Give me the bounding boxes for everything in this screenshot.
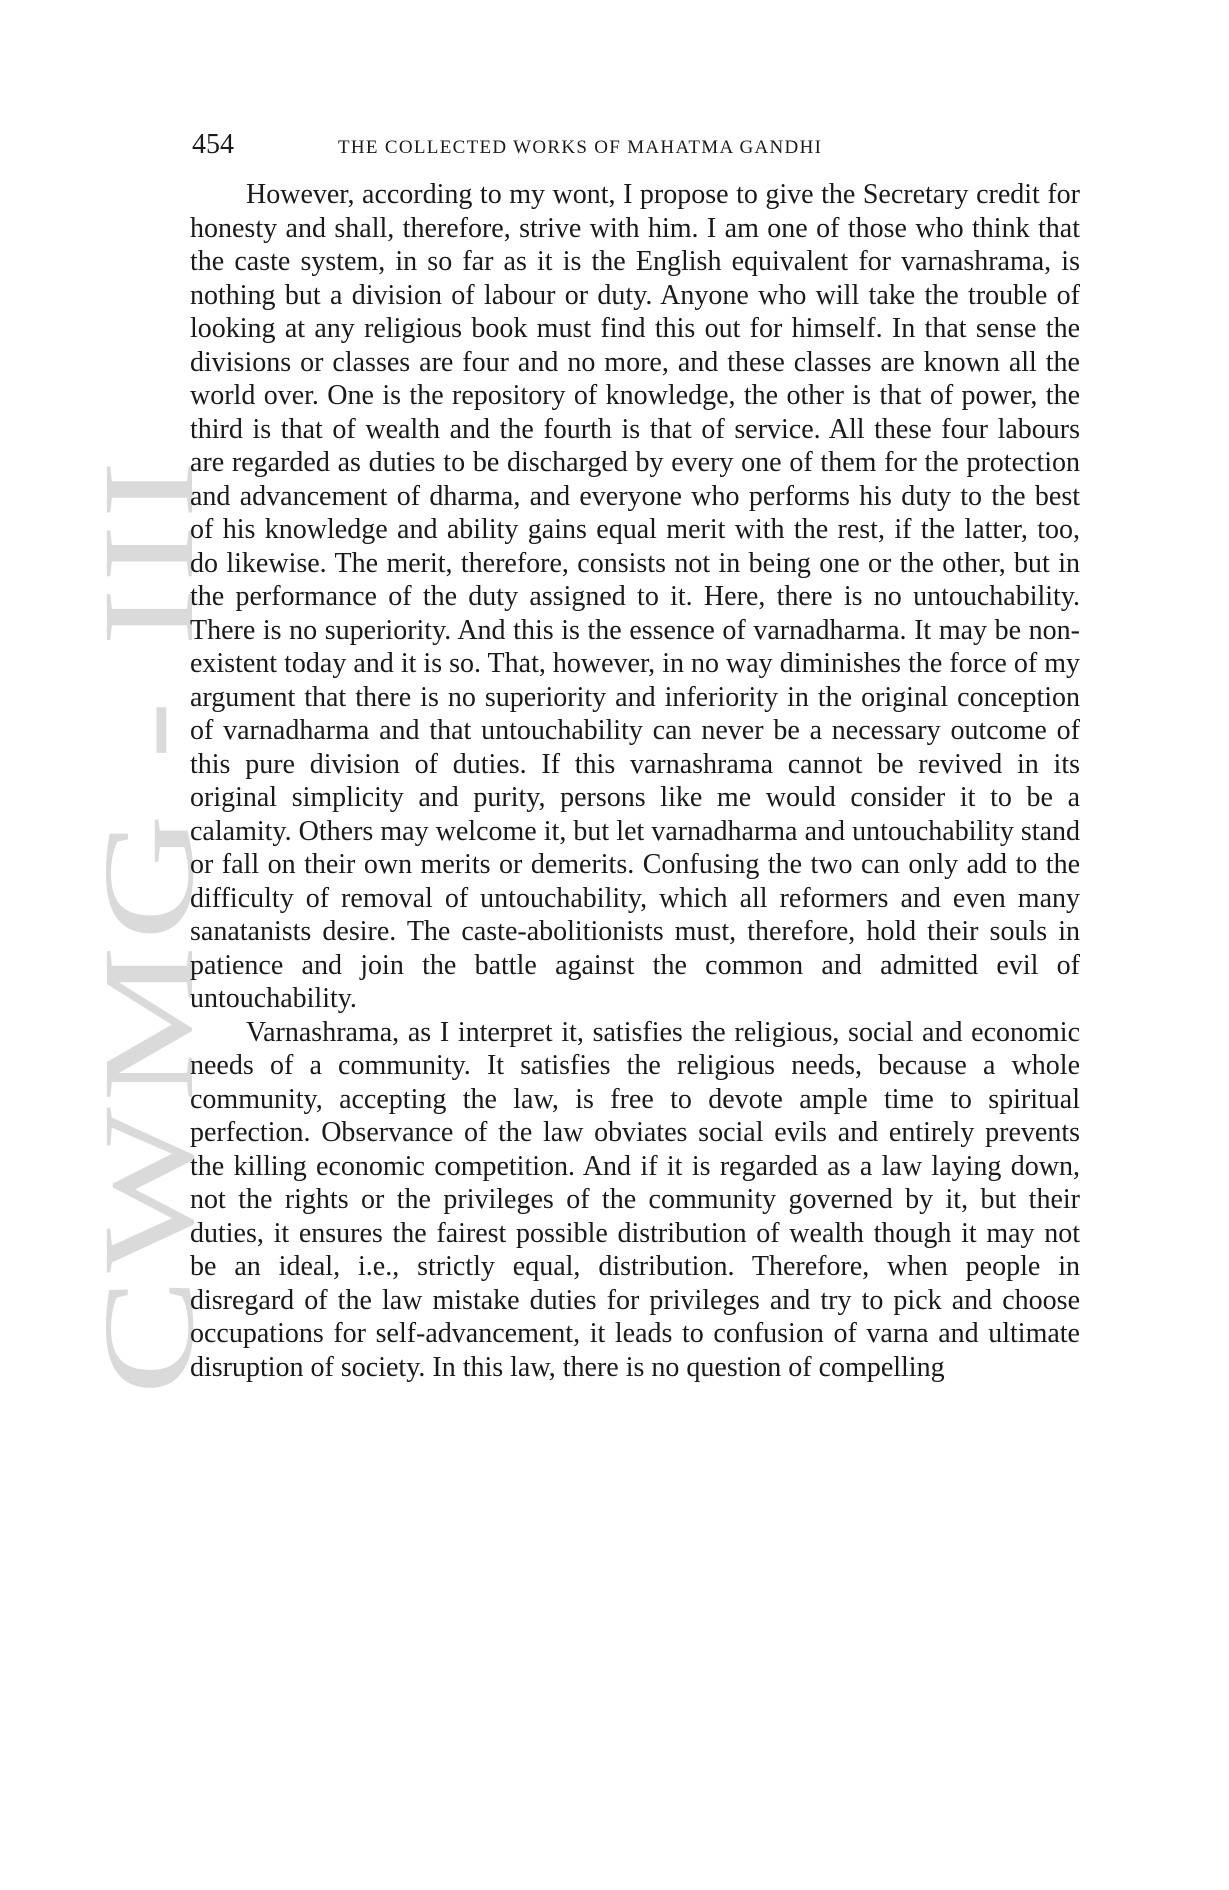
paragraph: However, according to my wont, I propose to give the Secretary credit for honesty and shall, therefore, strive with him. I am one of those who think that the caste system, in so far as it is the English equivalent for varnashrama, is nothing but a division of labour or duty. Anyone who will take the trouble of looking at any religious book must find this out for himself. In that sense the divisions or classes are four and no more, and these classes are known all the world over. One is the repository of knowledge, the other is that of power, the third is that of wealth and the fourth is that of service. All these four labours are regarded as duties to be discharged by every one of them for the protection and advancement of dharma, and everyone who performs his duty to the best of his knowledge and ability gains equal merit with the rest, if the latter, too, do likewise. The merit, therefore, consists not in being one or the other, but in the performance of the duty assigned to it. Here, there is no untouchability. There is no superiority. And this is the essence of varnadharma. It may be non-existent today and it is so. That, however, in no way diminishes the force of my argument that there is no superiority and inferiority in the original conception of varnadharma and that untouchability can never be a necessary outcome of this pure division of duties. If this varnashrama cannot be revived in its original simplicity and purity, persons like me would consider it to be a calamity. Others may welcome it, but let varnadharma and untouchability stand or fall on their own merits or demerits. Confusing the two can only add to the difficulty of removal of untouchability, which all reformers and even many sanatanists desire. The caste-abolitionists must, therefore, hold their souls in patience and join the battle against the common and admitted evil of untouchability. <box>190 179 1080 1014</box>
body-text <box>190 178 1080 1384</box>
running-title: THE COLLECTED WORKS OF MAHATMA GANDHI <box>338 137 823 158</box>
page-header <box>192 128 1082 168</box>
watermark-text: CWMG - III <box>77 697 221 1395</box>
paragraph: Varnashrama, as I interpret it, satisfies the religious, social and economic needs of a community. It satisfies the religious needs, because a whole community, accepting the law, is free to devote ample time to spiritual perfection. Observance of the law obviates social evils and entirely prevents the killing economic competition. And if it is regarded as a law laying down, not the rights or the privileges of the community governed by it, but their duties, it ensures the fairest possible distribution of wealth though it may not be an ideal, i.e., strictly equal, distribution. Therefore, when people in disregard of the law mistake duties for privileges and try to pick and choose occupations for self-advancement, it leads to confusion of varna and ultimate disruption of society. In this law, there is no question of compelling <box>190 1016 1080 1383</box>
page-number: 454 <box>192 129 234 160</box>
